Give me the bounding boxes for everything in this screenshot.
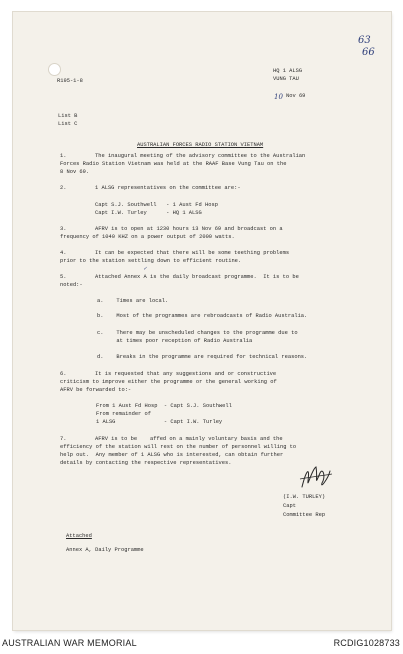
- archive-name: AUSTRALIAN WAR MEMORIAL: [2, 638, 137, 648]
- para-6-line: AFRV be forwarded to:-: [60, 387, 132, 393]
- para-1-line: Forces Radio Station Vietnam was held at the RAAF Base Vung Tau on the: [60, 161, 287, 167]
- contact-2: 1 ALSG - Capt I.W. Turley: [96, 419, 223, 425]
- handwritten-tick: ✓: [143, 266, 148, 272]
- note-b: b. Most of the programmes are rebroadcasts of Radio Australia.: [97, 313, 308, 319]
- distribution-list-b: List B: [58, 113, 78, 119]
- archive-record-id: RCDIG1028733: [333, 638, 400, 648]
- para-3-line: AFRV is to open at 1230 hours 13 Nov 69 and broadcast on a: [95, 226, 283, 232]
- representative-2: Capt I.W. Turley - HQ 1 ALSG: [95, 210, 202, 216]
- note-a: a. Times are local.: [97, 298, 169, 304]
- para-5-line: noted:-: [60, 282, 83, 288]
- para-1-line: 8 Nov 69.: [60, 169, 90, 175]
- para-1-number: 1.: [60, 153, 67, 159]
- para-5-line: Attached Annex A is the daily broadcast programme. It is to be: [95, 274, 299, 280]
- para-3-number: 3.: [60, 226, 67, 232]
- file-reference: R195-1-8: [57, 78, 83, 84]
- signatory-name: (I.W. TURLEY): [283, 494, 326, 500]
- signatory-role: Committee Rep: [283, 512, 326, 518]
- representative-1: Capt S.J. Southwell - 1 Aust Fd Hosp: [95, 202, 218, 208]
- para-6-line: It is requested that any suggestions and or constructive: [95, 371, 277, 377]
- signatory-rank: Capt: [283, 503, 296, 509]
- para-7-line: efficiency of the station will rest on the number of personnel willing to: [60, 444, 297, 450]
- document-title: AUSTRALIAN FORCES RADIO STATION VIETNAM: [137, 142, 264, 148]
- para-2-number: 2.: [60, 185, 67, 191]
- para-7-number: 7.: [60, 436, 67, 442]
- attached-heading: Attached: [66, 533, 92, 539]
- distribution-list-c: List C: [58, 121, 78, 127]
- para-6-line: criticism to improve either the programme or the general working of: [60, 379, 277, 385]
- para-7-line: help out. Any member of 1 ALSG who is interested, can obtain further: [60, 452, 284, 458]
- para-4-line: It can be expected that there will be some teething problems: [95, 250, 290, 256]
- handwritten-signature: [296, 459, 336, 495]
- note-d: d. Breaks in the programme are required for technical reasons.: [97, 354, 308, 360]
- para-4-line: prior to the station settling down to efficient routine.: [60, 258, 242, 264]
- unit-line-1: HQ 1 ALSG: [273, 68, 303, 74]
- para-4-number: 4.: [60, 250, 67, 256]
- para-7-line: AFRV is to be affed on a mainly voluntary basis and the: [95, 436, 283, 442]
- para-3-line: frequency of 1040 KHZ on a power output of 2000 watts.: [60, 234, 235, 240]
- folio-number-bottom: 66: [362, 47, 375, 58]
- contact-2-label: From remainder of: [96, 411, 151, 417]
- contact-1: From 1 Aust Fd Hosp - Capt S.J. Southwell: [96, 403, 232, 409]
- punch-hole: [48, 63, 61, 76]
- para-2-line: 1 ALSG representatives on the committee are:-: [95, 185, 241, 191]
- para-5-number: 5.: [60, 274, 67, 280]
- handwritten-date-day: 10: [274, 93, 283, 101]
- attached-item: Annex A, Daily Programme: [66, 547, 144, 553]
- para-7-line: details by contacting the respective representatives.: [60, 460, 232, 466]
- document-date: Nov 69: [286, 93, 306, 99]
- para-6-number: 6.: [60, 371, 67, 377]
- unit-line-2: VUNG TAU: [273, 76, 299, 82]
- folio-number-top: 63: [358, 35, 371, 46]
- para-1-line: The inaugural meeting of the advisory committee to the Australian: [95, 153, 306, 159]
- note-c: c. There may be unscheduled changes to the programme due to: [97, 330, 298, 336]
- note-c-continued: at times poor reception of Radio Australia: [97, 338, 253, 344]
